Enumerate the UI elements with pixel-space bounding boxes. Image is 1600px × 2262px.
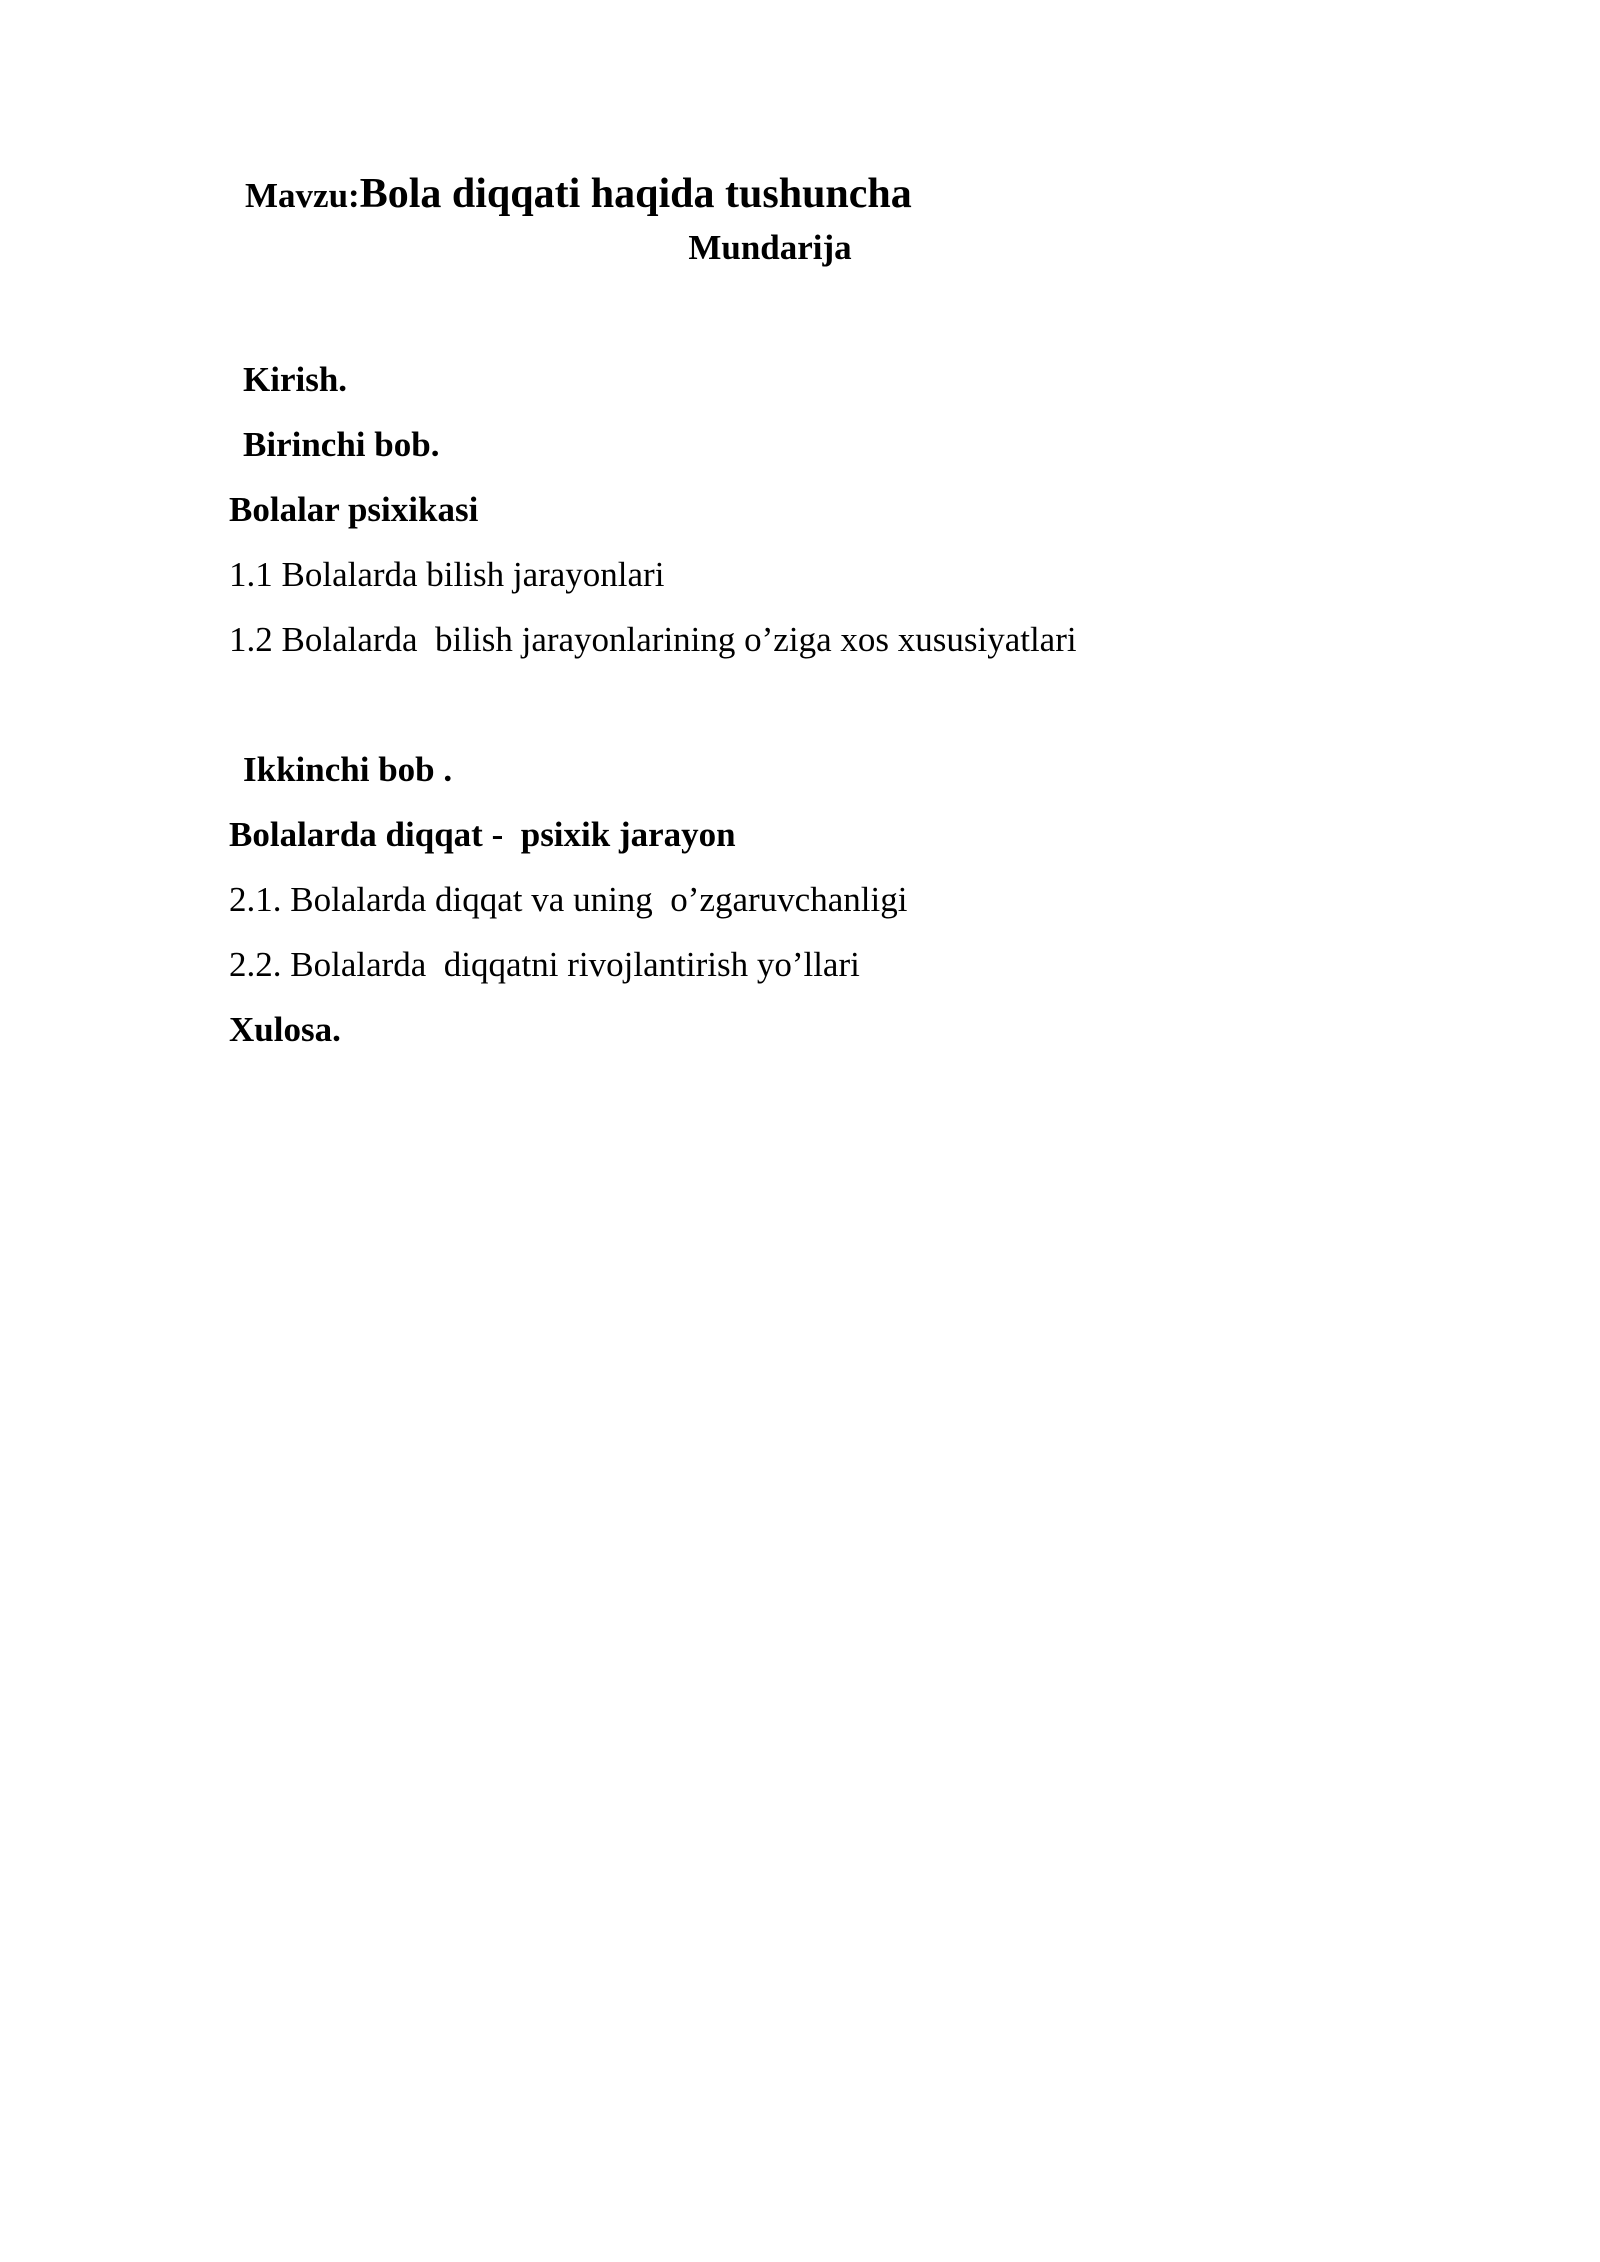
toc-entry-chapter-one: Birinchi bob.: [243, 425, 440, 464]
toc-entry-section-2-2: 2.2. Bolalarda diqqatni rivojlantirish yo’llari: [229, 945, 860, 984]
toc-entry-section-1-2: 1.2 Bolalarda bilish jarayonlarining o’ziga xos xususiyatlari: [229, 620, 1077, 659]
toc-entry-conclusion: Xulosa.: [229, 1010, 341, 1049]
toc-heading: Mundarija: [688, 228, 852, 267]
toc-entry-chapter-two: Ikkinchi bob .: [243, 750, 453, 789]
toc-entry-chapter-two-title: Bolalarda diqqat - psixik jarayon: [229, 815, 736, 854]
toc-entry-chapter-one-title: Bolalar psixikasi: [229, 490, 479, 529]
toc-entry-section-2-1: 2.1. Bolalarda diqqat va uning o’zgaruvchanligi: [229, 880, 908, 919]
toc-entry-introduction: Kirish.: [243, 360, 348, 399]
title-prefix: Mavzu:: [245, 176, 360, 215]
title-text: Bola diqqati haqida tushuncha: [359, 171, 912, 217]
toc-entry-section-1-1: 1.1 Bolalarda bilish jarayonlari: [229, 555, 665, 594]
document-title: [229, 157, 912, 231]
